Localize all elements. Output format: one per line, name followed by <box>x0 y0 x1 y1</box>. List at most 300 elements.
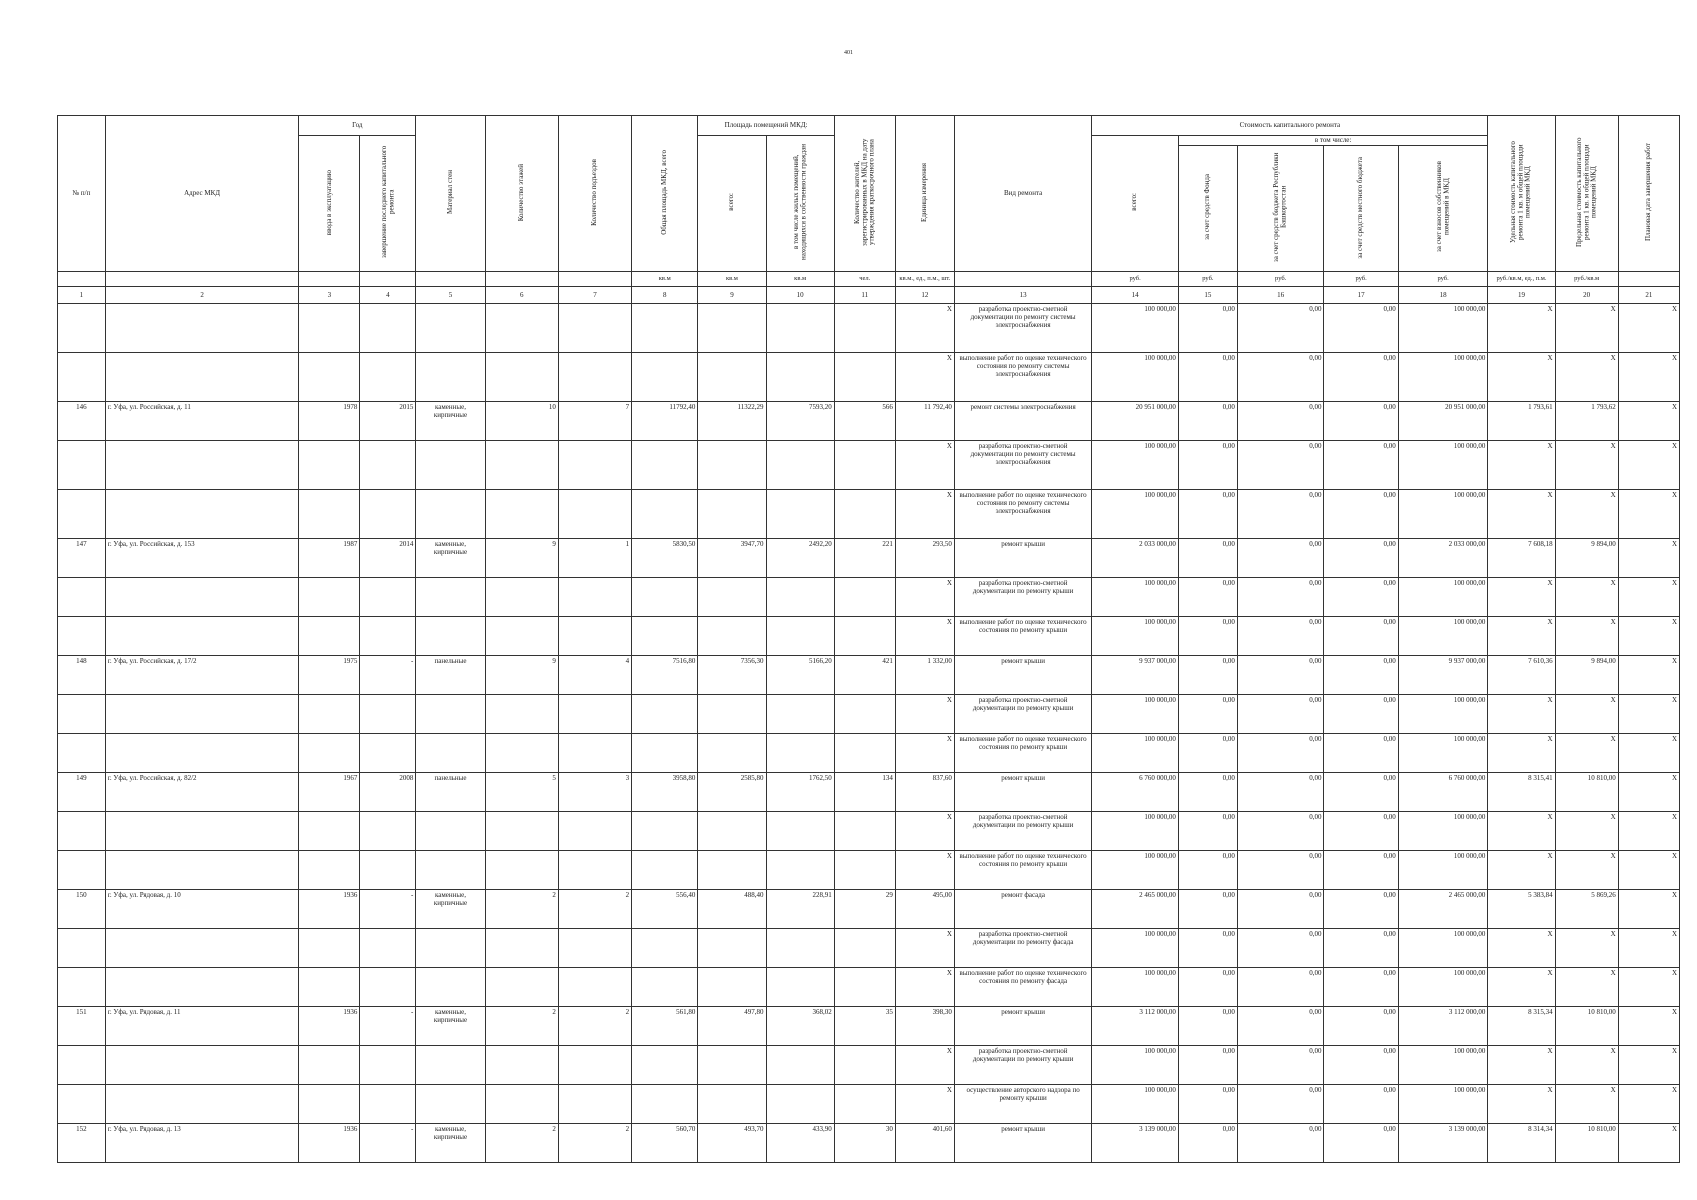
row-number-cell <box>58 850 106 889</box>
cost-fund-cell: 0,00 <box>1178 1006 1237 1045</box>
floors-cell: 2 <box>485 889 558 928</box>
end-date-cell: X <box>1618 811 1679 850</box>
area-all-cell: 2585,80 <box>698 772 766 811</box>
year-commission-cell <box>299 440 360 489</box>
unit-cost-cell: 8 315,41 <box>1488 772 1555 811</box>
work-type-cell: разработка проектно-сметной документации по ремонту фасада <box>954 928 1091 967</box>
column-number: 6 <box>485 286 558 303</box>
unit-cell: руб. <box>1178 271 1237 286</box>
wall-material-cell: панельные <box>416 655 485 694</box>
area-all-cell: 488,40 <box>698 889 766 928</box>
work-type-cell: выполнение работ по оценке технического состояния по ремонту системы электроснабжения <box>954 352 1091 401</box>
end-date-cell: X <box>1618 1006 1679 1045</box>
cost-local-cell: 0,00 <box>1324 655 1398 694</box>
table-body <box>58 303 1680 1162</box>
area-all-cell <box>698 811 766 850</box>
units-row <box>58 271 1680 286</box>
address-cell <box>105 616 298 655</box>
area-all-cell: 497,80 <box>698 1006 766 1045</box>
limit-cost-cell: X <box>1555 1084 1618 1123</box>
column-number: 1 <box>58 286 106 303</box>
floors-cell <box>485 440 558 489</box>
column-number: 10 <box>766 286 834 303</box>
total-area-cell <box>632 577 698 616</box>
year-last-repair-cell <box>360 352 416 401</box>
sub-work-row <box>58 577 1680 616</box>
total-area-cell: 560,70 <box>632 1123 698 1162</box>
column-number: 5 <box>416 286 485 303</box>
residents-cell <box>834 577 895 616</box>
cost-republic-cell: 0,00 <box>1237 616 1324 655</box>
total-area-cell <box>632 1084 698 1123</box>
area-residential-cell <box>766 733 834 772</box>
cost-republic-cell: 0,00 <box>1237 889 1324 928</box>
floors-cell <box>485 616 558 655</box>
year-commission-cell <box>299 303 360 352</box>
address-cell <box>105 1045 298 1084</box>
year-last-repair-cell <box>360 850 416 889</box>
entrances-cell <box>558 850 631 889</box>
address-cell <box>105 1084 298 1123</box>
limit-cost-cell: X <box>1555 1045 1618 1084</box>
sub-work-row <box>58 440 1680 489</box>
quantity-cell: 398,30 <box>895 1006 954 1045</box>
cost-local-cell: 0,00 <box>1324 967 1398 1006</box>
year-last-repair-cell <box>360 303 416 352</box>
cost-republic-cell: 0,00 <box>1237 811 1324 850</box>
cost-fund-cell: 0,00 <box>1178 1084 1237 1123</box>
wall-material-cell <box>416 1084 485 1123</box>
cost-fund-cell: 0,00 <box>1178 577 1237 616</box>
residents-cell: 29 <box>834 889 895 928</box>
cost-fund-cell: 0,00 <box>1178 850 1237 889</box>
row-number-cell: 150 <box>58 889 106 928</box>
total-area-cell <box>632 440 698 489</box>
area-all-cell: 11322,29 <box>698 401 766 440</box>
cost-republic-cell: 0,00 <box>1237 440 1324 489</box>
floors-cell <box>485 811 558 850</box>
address-cell: г. Уфа, ул. Российская, д. 11 <box>105 401 298 440</box>
header-area-residential: в том числе жилых помещений, находящихся в собственности граждан <box>766 136 834 272</box>
year-last-repair-cell: 2014 <box>360 538 416 577</box>
floors-cell <box>485 733 558 772</box>
entrances-cell: 4 <box>558 655 631 694</box>
entrances-cell <box>558 1045 631 1084</box>
quantity-cell: X <box>895 1084 954 1123</box>
cost-owners-cell: 2 033 000,00 <box>1398 538 1488 577</box>
area-residential-cell <box>766 1045 834 1084</box>
cost-republic-cell: 0,00 <box>1237 538 1324 577</box>
address-cell: г. Уфа, ул. Российская, д. 153 <box>105 538 298 577</box>
row-number-cell <box>58 489 106 538</box>
sub-work-row <box>58 811 1680 850</box>
header-end-date: Плановая дата завершения работ <box>1618 116 1679 272</box>
cost-owners-cell: 100 000,00 <box>1398 694 1488 733</box>
address-cell <box>105 440 298 489</box>
entrances-cell <box>558 811 631 850</box>
cost-owners-cell: 100 000,00 <box>1398 1084 1488 1123</box>
cost-local-cell: 0,00 <box>1324 772 1398 811</box>
house-row <box>58 1123 1680 1162</box>
area-all-cell: 7356,30 <box>698 655 766 694</box>
total-area-cell: 7516,80 <box>632 655 698 694</box>
cost-owners-cell: 9 937 000,00 <box>1398 655 1488 694</box>
work-type-cell: ремонт крыши <box>954 1006 1091 1045</box>
end-date-cell: X <box>1618 577 1679 616</box>
cost-total-cell: 2 033 000,00 <box>1092 538 1179 577</box>
cost-local-cell: 0,00 <box>1324 616 1398 655</box>
unit-cell <box>558 271 631 286</box>
unit-cell: руб. <box>1237 271 1324 286</box>
residents-cell: 221 <box>834 538 895 577</box>
floors-cell <box>485 850 558 889</box>
area-all-cell: 3947,70 <box>698 538 766 577</box>
cost-fund-cell: 0,00 <box>1178 1045 1237 1084</box>
residents-cell <box>834 352 895 401</box>
cost-republic-cell: 0,00 <box>1237 401 1324 440</box>
floors-cell <box>485 303 558 352</box>
area-residential-cell <box>766 577 834 616</box>
cost-total-cell: 3 139 000,00 <box>1092 1123 1179 1162</box>
row-number-cell <box>58 694 106 733</box>
work-type-cell: ремонт крыши <box>954 772 1091 811</box>
area-all-cell <box>698 694 766 733</box>
floors-cell <box>485 577 558 616</box>
cost-republic-cell: 0,00 <box>1237 489 1324 538</box>
limit-cost-cell: 9 894,00 <box>1555 538 1618 577</box>
year-commission-cell <box>299 1045 360 1084</box>
cost-republic-cell: 0,00 <box>1237 928 1324 967</box>
limit-cost-cell: X <box>1555 928 1618 967</box>
header-incl: в том числе: <box>1178 136 1488 146</box>
cost-total-cell: 9 937 000,00 <box>1092 655 1179 694</box>
year-last-repair-cell <box>360 1045 416 1084</box>
quantity-cell: X <box>895 616 954 655</box>
cost-fund-cell: 0,00 <box>1178 733 1237 772</box>
limit-cost-cell: X <box>1555 352 1618 401</box>
cost-total-cell: 3 112 000,00 <box>1092 1006 1179 1045</box>
cost-owners-cell: 3 139 000,00 <box>1398 1123 1488 1162</box>
limit-cost-cell: X <box>1555 811 1618 850</box>
row-number-cell: 152 <box>58 1123 106 1162</box>
header-year-last-repair: завершение последнего капитального ремонта <box>360 136 416 272</box>
entrances-cell <box>558 489 631 538</box>
year-last-repair-cell: - <box>360 1006 416 1045</box>
residents-cell <box>834 616 895 655</box>
residents-cell: 35 <box>834 1006 895 1045</box>
limit-cost-cell: X <box>1555 440 1618 489</box>
cost-local-cell: 0,00 <box>1324 928 1398 967</box>
residents-cell: 421 <box>834 655 895 694</box>
cost-fund-cell: 0,00 <box>1178 967 1237 1006</box>
year-commission-cell <box>299 850 360 889</box>
unit-cell: кв.м., ед., п.м., шт. <box>895 271 954 286</box>
cost-local-cell: 0,00 <box>1324 352 1398 401</box>
cost-local-cell: 0,00 <box>1324 1084 1398 1123</box>
quantity-cell: 293,50 <box>895 538 954 577</box>
total-area-cell <box>632 733 698 772</box>
unit-cost-cell: 1 793,61 <box>1488 401 1555 440</box>
area-all-cell <box>698 1084 766 1123</box>
entrances-cell <box>558 440 631 489</box>
year-last-repair-cell <box>360 440 416 489</box>
quantity-cell: X <box>895 352 954 401</box>
wall-material-cell: панельные <box>416 772 485 811</box>
cost-total-cell: 100 000,00 <box>1092 440 1179 489</box>
work-type-cell: выполнение работ по оценке технического состояния по ремонту крыши <box>954 616 1091 655</box>
cost-republic-cell: 0,00 <box>1237 577 1324 616</box>
address-cell: г. Уфа, ул. Рядовая, д. 10 <box>105 889 298 928</box>
cost-total-cell: 100 000,00 <box>1092 577 1179 616</box>
column-number: 18 <box>1398 286 1488 303</box>
floors-cell: 5 <box>485 772 558 811</box>
cost-owners-cell: 100 000,00 <box>1398 352 1488 401</box>
total-area-cell <box>632 811 698 850</box>
cost-local-cell: 0,00 <box>1324 889 1398 928</box>
cost-local-cell: 0,00 <box>1324 489 1398 538</box>
unit-cost-cell: 8 314,34 <box>1488 1123 1555 1162</box>
year-commission-cell: 1936 <box>299 1123 360 1162</box>
cost-fund-cell: 0,00 <box>1178 401 1237 440</box>
cost-local-cell: 0,00 <box>1324 1006 1398 1045</box>
year-commission-cell <box>299 616 360 655</box>
cost-republic-cell: 0,00 <box>1237 655 1324 694</box>
cost-local-cell: 0,00 <box>1324 733 1398 772</box>
header-cost-local: за счет средств местного бюджета <box>1324 146 1398 271</box>
wall-material-cell <box>416 811 485 850</box>
end-date-cell: X <box>1618 1045 1679 1084</box>
wall-material-cell <box>416 967 485 1006</box>
row-number-cell <box>58 352 106 401</box>
column-numbers-row <box>58 286 1680 303</box>
cost-total-cell: 100 000,00 <box>1092 694 1179 733</box>
wall-material-cell: каменные, кирпичные <box>416 1006 485 1045</box>
end-date-cell: X <box>1618 489 1679 538</box>
entrances-cell <box>558 577 631 616</box>
floors-cell <box>485 489 558 538</box>
work-type-cell: разработка проектно-сметной документации по ремонту системы электроснабжения <box>954 303 1091 352</box>
total-area-cell <box>632 967 698 1006</box>
unit-cost-cell: 8 315,34 <box>1488 1006 1555 1045</box>
wall-material-cell <box>416 694 485 733</box>
end-date-cell: X <box>1618 967 1679 1006</box>
unit-cell: руб./кв.м <box>1555 271 1618 286</box>
floors-cell <box>485 1084 558 1123</box>
sub-work-row <box>58 489 1680 538</box>
total-area-cell <box>632 850 698 889</box>
area-all-cell <box>698 616 766 655</box>
unit-cost-cell: X <box>1488 1084 1555 1123</box>
header-area-all: всего: <box>698 136 766 272</box>
cost-fund-cell: 0,00 <box>1178 694 1237 733</box>
unit-cost-cell: X <box>1488 694 1555 733</box>
unit-cell <box>299 271 360 286</box>
unit-cost-cell: X <box>1488 489 1555 538</box>
end-date-cell: X <box>1618 694 1679 733</box>
area-all-cell <box>698 352 766 401</box>
cost-republic-cell: 0,00 <box>1237 1006 1324 1045</box>
column-number: 20 <box>1555 286 1618 303</box>
floors-cell: 10 <box>485 401 558 440</box>
work-type-cell: выполнение работ по оценке технического состояния по ремонту системы электроснабжения <box>954 489 1091 538</box>
year-last-repair-cell <box>360 1084 416 1123</box>
column-number: 21 <box>1618 286 1679 303</box>
floors-cell <box>485 694 558 733</box>
quantity-cell: X <box>895 967 954 1006</box>
area-residential-cell: 5166,20 <box>766 655 834 694</box>
year-commission-cell: 1978 <box>299 401 360 440</box>
unit-cell <box>58 271 106 286</box>
column-number: 14 <box>1092 286 1179 303</box>
unit-cost-cell: X <box>1488 928 1555 967</box>
quantity-cell: X <box>895 694 954 733</box>
residents-cell <box>834 694 895 733</box>
row-number-cell <box>58 928 106 967</box>
area-residential-cell: 228,91 <box>766 889 834 928</box>
area-all-cell <box>698 440 766 489</box>
header-work-type: Вид ремонта <box>954 116 1091 272</box>
end-date-cell: X <box>1618 655 1679 694</box>
cost-fund-cell: 0,00 <box>1178 928 1237 967</box>
quantity-cell: X <box>895 1045 954 1084</box>
total-area-cell: 5830,50 <box>632 538 698 577</box>
year-commission-cell <box>299 733 360 772</box>
entrances-cell: 2 <box>558 1123 631 1162</box>
floors-cell <box>485 928 558 967</box>
area-residential-cell <box>766 811 834 850</box>
unit-cost-cell: X <box>1488 577 1555 616</box>
cost-owners-cell: 3 112 000,00 <box>1398 1006 1488 1045</box>
year-commission-cell: 1936 <box>299 1006 360 1045</box>
limit-cost-cell: X <box>1555 489 1618 538</box>
year-commission-cell <box>299 967 360 1006</box>
unit-cell: руб. <box>1092 271 1179 286</box>
house-row <box>58 772 1680 811</box>
address-cell <box>105 303 298 352</box>
wall-material-cell <box>416 352 485 401</box>
unit-cost-cell: X <box>1488 811 1555 850</box>
cost-local-cell: 0,00 <box>1324 850 1398 889</box>
header-num: № п/п <box>58 116 106 272</box>
quantity-cell: X <box>895 489 954 538</box>
sub-work-row <box>58 352 1680 401</box>
house-row <box>58 1006 1680 1045</box>
area-all-cell <box>698 967 766 1006</box>
cost-local-cell: 0,00 <box>1324 1123 1398 1162</box>
entrances-cell <box>558 694 631 733</box>
work-type-cell: выполнение работ по оценке технического состояния по ремонту фасада <box>954 967 1091 1006</box>
row-number-cell: 146 <box>58 401 106 440</box>
end-date-cell: X <box>1618 889 1679 928</box>
cost-owners-cell: 100 000,00 <box>1398 440 1488 489</box>
row-number-cell <box>58 733 106 772</box>
residents-cell <box>834 928 895 967</box>
column-number: 2 <box>105 286 298 303</box>
year-last-repair-cell: - <box>360 1123 416 1162</box>
area-all-cell <box>698 850 766 889</box>
limit-cost-cell: X <box>1555 694 1618 733</box>
year-commission-cell <box>299 694 360 733</box>
wall-material-cell <box>416 440 485 489</box>
area-residential-cell <box>766 616 834 655</box>
total-area-cell <box>632 694 698 733</box>
total-area-cell <box>632 928 698 967</box>
quantity-cell: X <box>895 928 954 967</box>
cost-local-cell: 0,00 <box>1324 577 1398 616</box>
address-cell <box>105 577 298 616</box>
sub-work-row <box>58 928 1680 967</box>
row-number-cell: 148 <box>58 655 106 694</box>
cost-republic-cell: 0,00 <box>1237 1045 1324 1084</box>
cost-owners-cell: 100 000,00 <box>1398 489 1488 538</box>
entrances-cell <box>558 967 631 1006</box>
total-area-cell: 11792,40 <box>632 401 698 440</box>
area-residential-cell: 7593,20 <box>766 401 834 440</box>
address-cell: г. Уфа, ул. Российская, д. 17/2 <box>105 655 298 694</box>
header-address: Адрес МКД <box>105 116 298 272</box>
address-cell <box>105 967 298 1006</box>
cost-owners-cell: 100 000,00 <box>1398 733 1488 772</box>
end-date-cell: X <box>1618 772 1679 811</box>
unit-cost-cell: 7 610,36 <box>1488 655 1555 694</box>
sub-work-row <box>58 967 1680 1006</box>
sub-work-row <box>58 850 1680 889</box>
year-last-repair-cell: - <box>360 655 416 694</box>
unit-cost-cell: X <box>1488 850 1555 889</box>
work-type-cell: ремонт системы электроснабжения <box>954 401 1091 440</box>
address-cell <box>105 352 298 401</box>
unit-cost-cell: X <box>1488 733 1555 772</box>
end-date-cell: X <box>1618 401 1679 440</box>
address-cell <box>105 694 298 733</box>
cost-owners-cell: 100 000,00 <box>1398 928 1488 967</box>
cost-republic-cell: 0,00 <box>1237 303 1324 352</box>
entrances-cell <box>558 1084 631 1123</box>
page-number: 401 <box>844 50 853 56</box>
cost-total-cell: 100 000,00 <box>1092 1084 1179 1123</box>
quantity-cell: X <box>895 733 954 772</box>
work-type-cell: ремонт крыши <box>954 655 1091 694</box>
row-number-cell <box>58 616 106 655</box>
area-residential-cell <box>766 967 834 1006</box>
row-number-cell <box>58 811 106 850</box>
residents-cell: 30 <box>834 1123 895 1162</box>
sub-work-row <box>58 616 1680 655</box>
year-last-repair-cell: 2008 <box>360 772 416 811</box>
column-number: 12 <box>895 286 954 303</box>
wall-material-cell: каменные, кирпичные <box>416 1123 485 1162</box>
cost-fund-cell: 0,00 <box>1178 811 1237 850</box>
cost-fund-cell: 0,00 <box>1178 616 1237 655</box>
entrances-cell: 7 <box>558 401 631 440</box>
column-number: 7 <box>558 286 631 303</box>
header-cost-fund: за счет средств Фонда <box>1178 146 1237 271</box>
unit-cost-cell: X <box>1488 352 1555 401</box>
end-date-cell: X <box>1618 440 1679 489</box>
quantity-cell: X <box>895 850 954 889</box>
unit-cell <box>360 271 416 286</box>
end-date-cell: X <box>1618 303 1679 352</box>
year-commission-cell <box>299 811 360 850</box>
cost-fund-cell: 0,00 <box>1178 538 1237 577</box>
limit-cost-cell: 9 894,00 <box>1555 655 1618 694</box>
residents-cell <box>834 967 895 1006</box>
cost-republic-cell: 0,00 <box>1237 1123 1324 1162</box>
header-cost-total: всего: <box>1092 136 1179 272</box>
wall-material-cell <box>416 1045 485 1084</box>
year-commission-cell: 1987 <box>299 538 360 577</box>
total-area-cell <box>632 352 698 401</box>
